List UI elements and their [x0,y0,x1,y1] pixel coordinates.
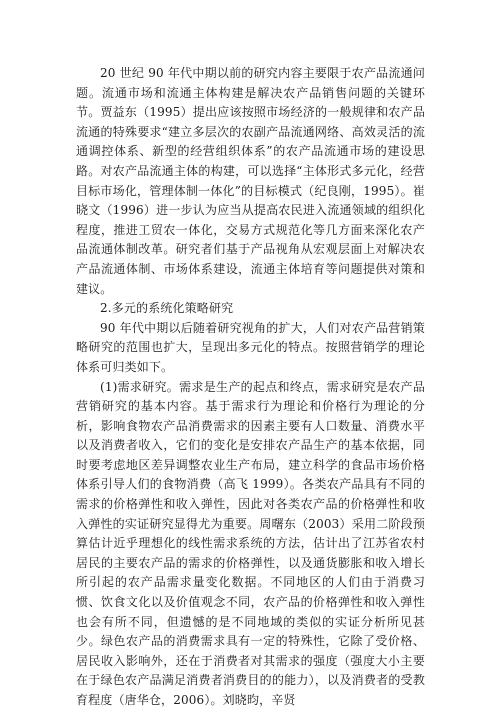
body-paragraph: 20 世纪 90 年代中期以前的研究内容主要限于农产品流通问题。流通市场和流通主体构建是解决农产品销售问题的关键环节。贾益东（1995）提出应该按照市场经济的一般规律和农产品流通的特殊要求“建立多层次的农副产品流通网络、高效灵活的流通调控体系、新型的经营组织体系”的农产品流通市场的建设思路。对农产品流通主体的构建，可以选择“主体形式多元化，经营目标市场化，管理体制一体化”的目标模式（纪良刚，1995）。崔晓文（1996）进一步认为应当从提高农民进入流通领域的组织化程度，推进工贸农一体化，交易方式规范化等几方面来深化农产品流通体制改革。研究者们基于产品视角从宏观层面上对解决农产品流通体制、市场体系建设，流通主体培育等问题提供对策和建议。 [76,66,425,296]
document-page [76,64,425,711]
body-paragraph: (1)需求研究。需求是生产的起点和终点，需求研究是农产品营销研究的基本内容。基于需求行为理论和价格行为理论的分析，影响食物农产品消费需求的因素主要有人口数量、消费水平以及消费者收入，它们的变化是安排农产品生产的基本依据，同时要考虑地区差异调整农业生产布局，建立科学的食品市场价格体系引导人们的食物消费（高飞 1999）。各类农产品具有不同的需求的价格弹性和收入弹性，因此对各类农产品的价格弹性和收入弹性的实证研究显得尤为重要。周曙东（2003）采用二阶段预算估计近乎理想化的线性需求系统的方法，估计出了江苏省农村居民的主要农产品的需求的价格弹性，以及通货膨胀和收入增长所引起的农产品需求量变化数据。不同地区的人们由于消费习惯、饮食文化以及价值观念不同，农产品的价格弹性和收入弹性也会有所不同，但遗憾的是不同地域的类似的实证分析所见甚少。绿色农产品的消费需求具有一定的特殊性，它除了受价格、居民收入影响外，还在于消费者对其需求的强度（强度大小主要在于绿色农产品满足消费者消费目的的能力），以及消费者的受教育程度（唐华仓，2006）。刘晓昀，辛贤 [76,379,425,707]
section-heading: 2.多元的系统化策略研究 [100,301,234,316]
body-paragraph: 90 年代中期以后随着研究视角的扩大，人们对农产品营销策略研究的范围也扩大，呈现出多元化的特点。按照营销学的理论体系可归类如下。 [76,320,425,374]
